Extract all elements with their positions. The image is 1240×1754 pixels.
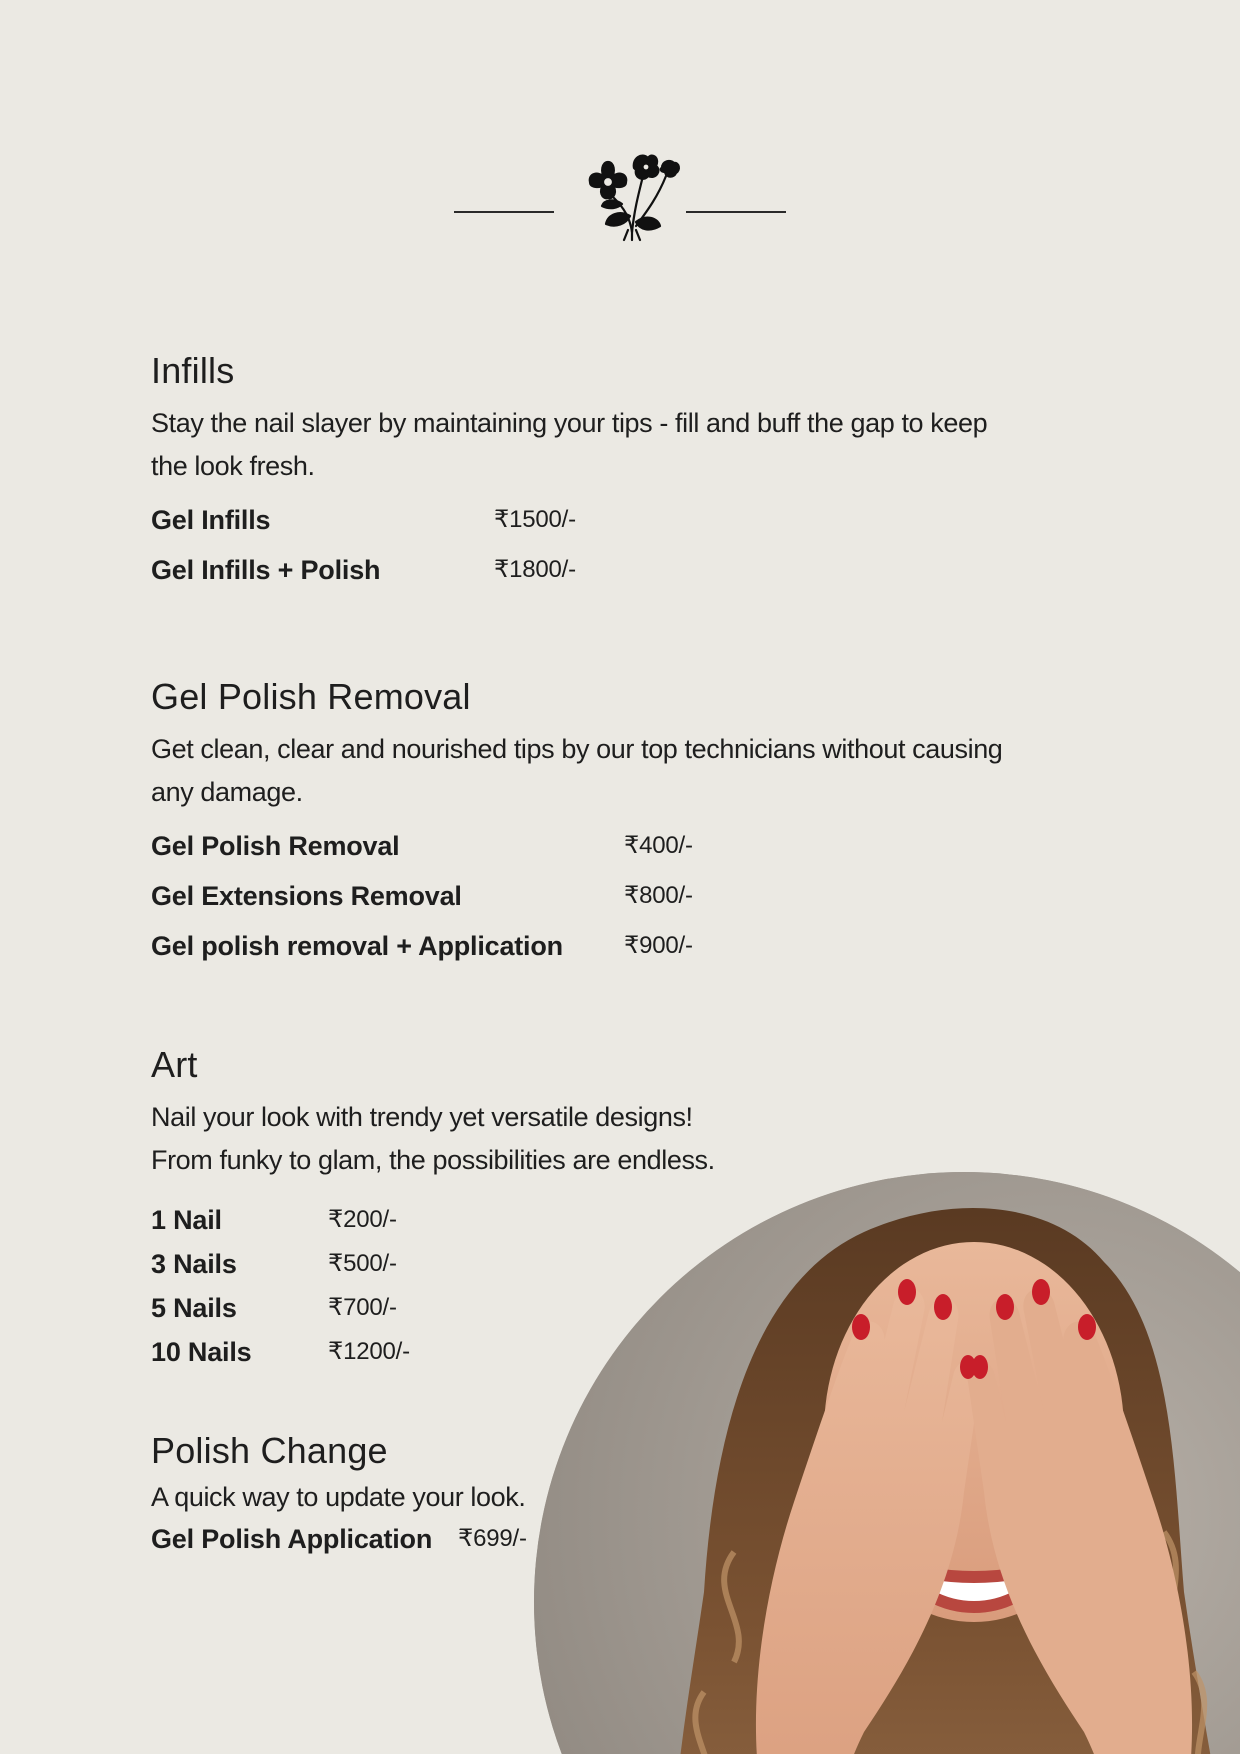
service-name: Gel Polish Application xyxy=(151,1524,433,1554)
price-row xyxy=(151,1519,671,1559)
service-price: ₹900/- xyxy=(624,932,693,959)
description-line: the look fresh. xyxy=(151,451,315,481)
service-price: ₹800/- xyxy=(624,882,693,909)
service-name: 3 Nails xyxy=(151,1249,237,1279)
service-name: 10 Nails xyxy=(151,1337,252,1367)
description-line: Get clean, clear and nourished tips by our top technicians without causing xyxy=(151,734,1003,764)
price-row xyxy=(151,828,1051,878)
section-polish-change xyxy=(151,1430,671,1559)
service-price: ₹1800/- xyxy=(494,556,576,583)
ornament-rule-right xyxy=(686,211,786,213)
flower-bouquet-icon xyxy=(574,146,684,242)
service-price: ₹699/- xyxy=(458,1525,527,1552)
section-gel-polish-removal xyxy=(151,676,1051,978)
price-row xyxy=(151,552,1051,602)
section-infills xyxy=(151,350,1051,602)
service-price: ₹200/- xyxy=(328,1206,397,1233)
service-price: ₹700/- xyxy=(328,1294,397,1321)
service-name: Gel Infills + Polish xyxy=(151,555,381,585)
price-row xyxy=(151,928,1051,978)
description-line: A quick way to update your look. xyxy=(151,1482,526,1512)
service-price: ₹400/- xyxy=(624,832,693,859)
price-list xyxy=(151,1519,671,1559)
description-line: any damage. xyxy=(151,777,303,807)
service-name: Gel Polish Removal xyxy=(151,831,400,861)
service-name: 1 Nail xyxy=(151,1205,222,1235)
service-name: Gel Infills xyxy=(151,505,271,535)
section-title: Gel Polish Removal xyxy=(151,676,471,717)
section-description xyxy=(151,728,1051,814)
price-list xyxy=(151,828,1051,978)
description-line: Nail your look with trendy yet versatile designs! xyxy=(151,1102,693,1132)
description-line: From funky to glam, the possibilities are endless. xyxy=(151,1145,715,1175)
service-name: Gel Extensions Removal xyxy=(151,881,462,911)
section-title: Infills xyxy=(151,350,235,391)
section-title: Polish Change xyxy=(151,1430,388,1471)
service-name: Gel polish removal + Application xyxy=(151,931,563,961)
section-description xyxy=(151,1096,911,1182)
section-title: Art xyxy=(151,1044,198,1085)
ornament-rule-left xyxy=(454,211,554,213)
header-ornament xyxy=(454,146,786,242)
price-list xyxy=(151,502,1051,602)
description-line: Stay the nail slayer by maintaining your tips - fill and buff the gap to keep xyxy=(151,408,988,438)
section-description xyxy=(151,1476,671,1519)
service-price: ₹1500/- xyxy=(494,506,576,533)
service-price: ₹500/- xyxy=(328,1250,397,1277)
service-name: 5 Nails xyxy=(151,1293,237,1323)
section-description xyxy=(151,402,1051,488)
price-row xyxy=(151,502,1051,552)
service-price: ₹1200/- xyxy=(328,1338,410,1365)
price-row xyxy=(151,878,1051,928)
